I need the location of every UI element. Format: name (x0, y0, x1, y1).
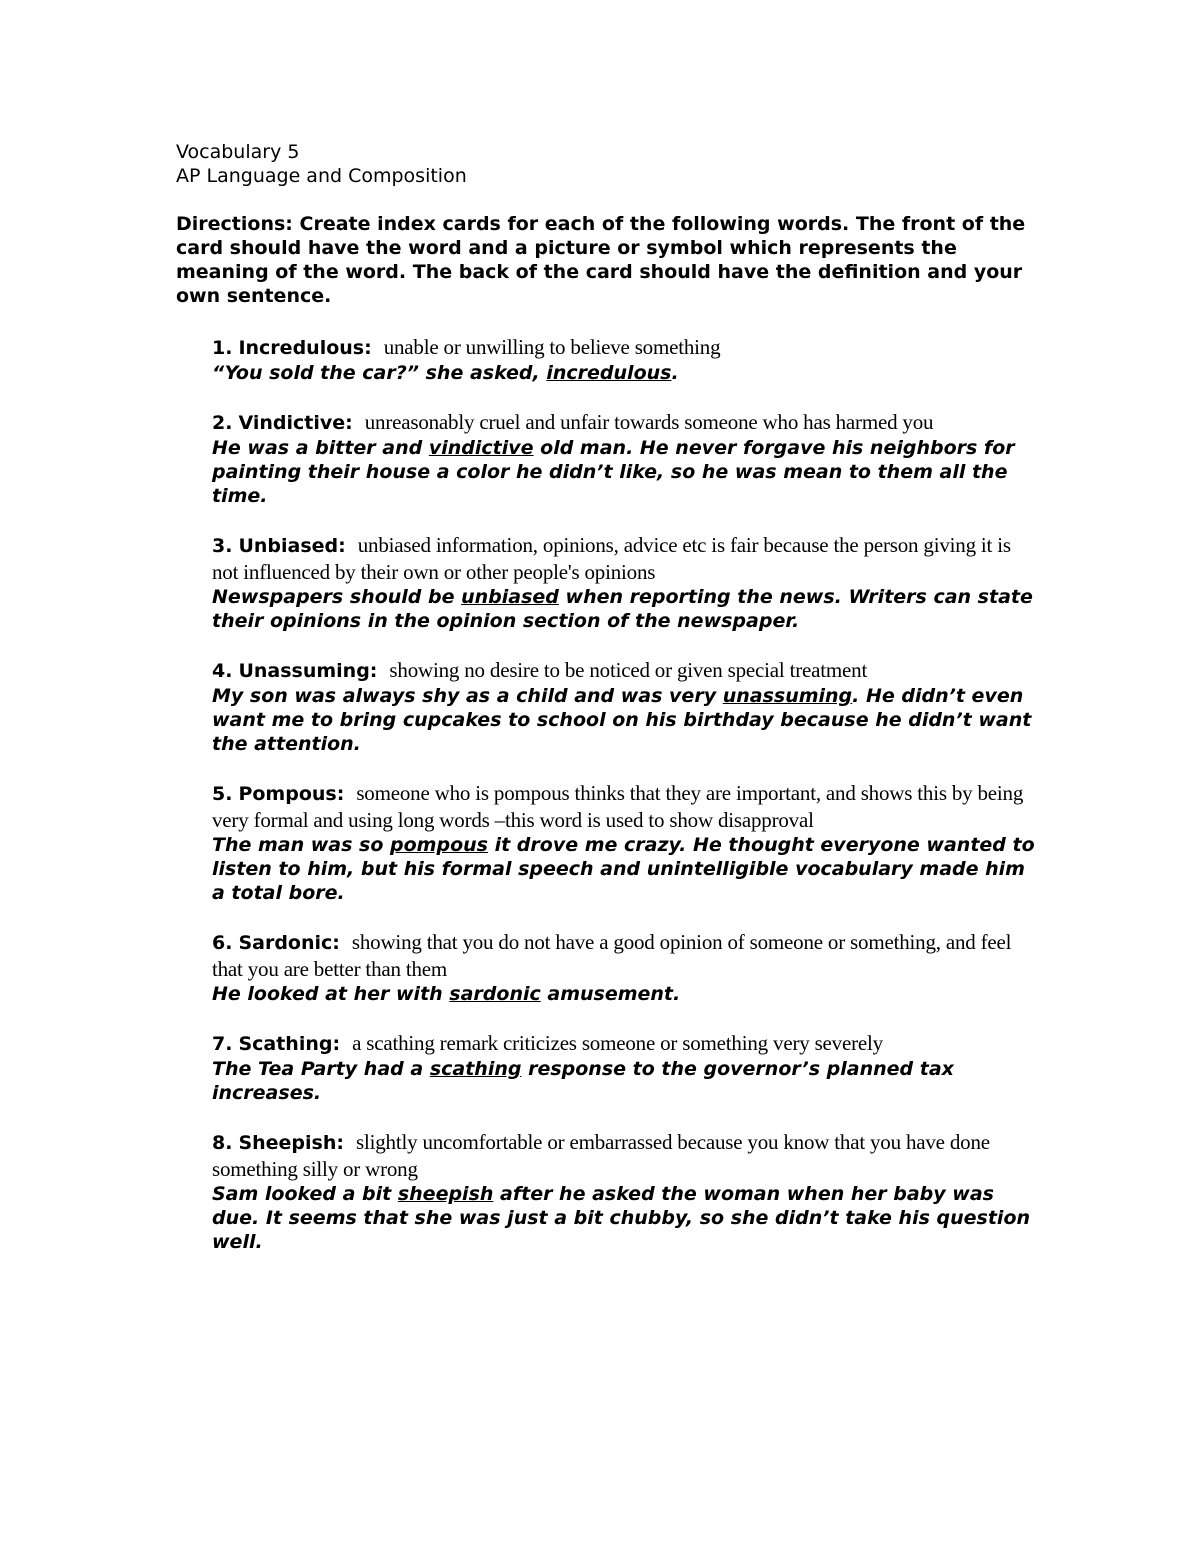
vocab-entry (212, 334, 1036, 385)
vocab-entry-heading (212, 780, 1036, 833)
vocab-entry (212, 1030, 1036, 1105)
example-underlined-word: incredulous (546, 362, 672, 384)
vocab-example-sentence (212, 982, 1036, 1006)
example-underlined-word: scathing (429, 1058, 522, 1080)
document-content (176, 140, 1036, 1278)
course-name: AP Language and Composition (176, 165, 467, 187)
example-text-before: The man was so (212, 834, 391, 856)
vocab-definition: showing that you do not have a good opinion of someone or something, and feel that you are better than them (212, 930, 1012, 981)
vocab-definition: someone who is pompous thinks that they are important, and shows this by being very formal and using long words –this word is used to show disapproval (212, 781, 1024, 832)
example-text-after: it drove me crazy. He thought everyone wanted to listen to him, but his formal speech and unintelligible vocabulary made him a total bore. (212, 834, 1035, 904)
vocab-example-sentence (212, 585, 1036, 633)
vocab-entry-heading (212, 532, 1036, 585)
example-underlined-word: unbiased (461, 586, 559, 608)
vocab-entry (212, 1129, 1036, 1254)
vocab-definition: unbiased information, opinions, advice etc is fair because the person giving it is not influenced by their own or other people's opinions (212, 533, 1011, 584)
vocabulary-list (176, 334, 1036, 1254)
vocab-entry (212, 532, 1036, 633)
example-text-before: Sam looked a bit (212, 1183, 398, 1205)
vocab-number: 2. (212, 412, 233, 434)
vocab-entry-heading (212, 1129, 1036, 1182)
vocab-term: Unbiased: (238, 535, 346, 557)
vocab-entry (212, 657, 1036, 756)
vocab-term: Scathing: (238, 1033, 341, 1055)
vocab-term: Unassuming: (238, 660, 378, 682)
example-text-after: after he asked the woman when her baby was due. It seems that she was just a bit chubby, so she didn’t take his question well. (212, 1183, 1031, 1253)
vocab-term: Incredulous: (238, 337, 372, 359)
vocab-number: 5. (212, 783, 233, 805)
example-text-after: . (671, 362, 679, 384)
vocab-example-sentence (212, 1182, 1036, 1254)
vocab-definition: a scathing remark criticizes someone or something very severely (352, 1031, 883, 1055)
vocab-example-sentence (212, 436, 1036, 508)
vocab-example-sentence (212, 361, 1036, 385)
example-text-before: He looked at her with (212, 983, 450, 1005)
example-text-before: The Tea Party had a (212, 1058, 430, 1080)
vocab-definition: unreasonably cruel and unfair towards someone who has harmed you (364, 410, 934, 434)
vocab-entry (212, 929, 1036, 1006)
vocab-definition: slightly uncomfortable or embarrassed because you know that you have done something silly or wrong (212, 1130, 990, 1181)
example-text-after: response to the governor’s planned tax increases. (212, 1058, 954, 1104)
example-underlined-word: sheepish (397, 1183, 494, 1205)
document-title: Vocabulary 5 (176, 141, 300, 163)
example-text-after: when reporting the news. Writers can state their opinions in the opinion section of the newspaper. (212, 586, 1033, 632)
vocab-example-sentence (212, 833, 1036, 905)
vocab-entry-heading (212, 1030, 1036, 1057)
example-text-after: . He didn’t even want me to bring cupcakes to school on his birthday because he didn’t want the attention. (212, 685, 1032, 755)
vocab-entry-heading (212, 409, 1036, 436)
vocab-number: 7. (212, 1033, 233, 1055)
vocab-number: 8. (212, 1132, 233, 1154)
example-text-before: My son was always shy as a child and was very (212, 685, 723, 707)
example-text-after: old man. He never forgave his neighbors for painting their house a color he didn’t like, so he was mean to them all the time. (212, 437, 1015, 507)
example-underlined-word: pompous (390, 834, 488, 856)
vocab-term: Vindictive: (238, 412, 353, 434)
example-text-before: “You sold the car?” she asked, (212, 362, 547, 384)
example-underlined-word: vindictive (428, 437, 534, 459)
example-text-after: amusement. (540, 983, 681, 1005)
vocab-example-sentence (212, 1057, 1036, 1105)
vocab-term: Sardonic: (238, 932, 340, 954)
vocab-term: Sheepish: (238, 1132, 344, 1154)
vocab-term: Pompous: (238, 783, 345, 805)
example-text-before: Newspapers should be (212, 586, 462, 608)
vocab-example-sentence (212, 684, 1036, 756)
vocab-number: 6. (212, 932, 233, 954)
vocab-definition: showing no desire to be noticed or given special treatment (389, 658, 868, 682)
vocab-definition: unable or unwilling to believe something (383, 335, 721, 359)
example-underlined-word: sardonic (449, 983, 541, 1005)
vocab-entry (212, 409, 1036, 508)
example-text-before: He was a bitter and (212, 437, 429, 459)
vocab-entry (212, 780, 1036, 905)
directions-paragraph: Directions: Create index cards for each of the following words. The front of the card should have the word and a picture or symbol which represents the meaning of the word. The back of the card should have the definition and your own sentence. (176, 213, 1026, 307)
vocab-number: 3. (212, 535, 233, 557)
vocab-number: 1. (212, 337, 233, 359)
vocab-number: 4. (212, 660, 233, 682)
vocab-entry-heading (212, 334, 1036, 361)
vocab-entry-heading (212, 657, 1036, 684)
vocab-entry-heading (212, 929, 1036, 982)
example-underlined-word: unassuming (722, 685, 853, 707)
